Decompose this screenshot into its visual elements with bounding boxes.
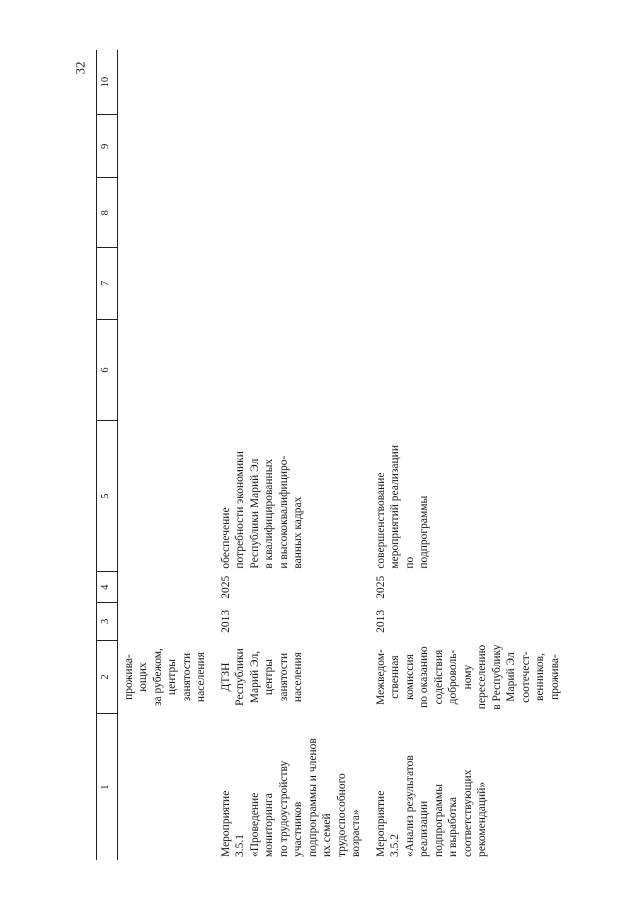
expected-result-cell: совершенствование мероприятий реализации по подпрограммы bbox=[374, 445, 430, 569]
cell-9 bbox=[215, 115, 370, 178]
start-year-cell: 2013 bbox=[374, 609, 387, 633]
measure-name-cell: Мероприятие 3.5.2 «Анализ результатов реализации подпрограммы и выработка соответствующих рекомендаций» bbox=[370, 714, 569, 860]
column-header-5: 5 bbox=[97, 421, 118, 572]
cell-9 bbox=[117, 115, 215, 178]
cell-8 bbox=[370, 178, 569, 248]
table-row bbox=[215, 50, 370, 860]
column-header-9: 9 bbox=[97, 115, 118, 178]
program-measures-table bbox=[96, 50, 568, 860]
measure-code: 3.5.1 bbox=[234, 834, 246, 857]
column-header-3: 3 bbox=[97, 603, 118, 640]
table-row bbox=[117, 50, 215, 860]
column-header-10: 10 bbox=[97, 50, 118, 115]
cell-8 bbox=[117, 178, 215, 248]
start-year-cell: 2013 bbox=[219, 609, 232, 633]
cell-10 bbox=[370, 50, 569, 115]
measure-name-cell bbox=[117, 714, 215, 860]
expected-result-cell bbox=[117, 421, 215, 572]
cell-8 bbox=[215, 178, 370, 248]
cell-6 bbox=[215, 319, 370, 421]
executor-cell: Межведом- ственная комиссия по оказанию содействия доброволь- ному переселению в Республику Марий Эл соотечест- венников, прожива- bbox=[374, 644, 561, 710]
executor-cell: ДТЗН Республики Марий Эл, центры занятости населения bbox=[219, 648, 304, 706]
start-year-cell bbox=[117, 603, 215, 640]
column-header-1: 1 bbox=[97, 714, 118, 860]
end-year-cell bbox=[117, 572, 215, 603]
cell-7 bbox=[117, 247, 215, 319]
expected-result-cell: обеспечение потребности экономики Республики Марий Эл в квалифицированных и высококвалифициро- ванных кадрах bbox=[219, 451, 304, 569]
column-header-7: 7 bbox=[97, 247, 118, 319]
end-year-cell: 2025 bbox=[374, 575, 387, 599]
cell-7 bbox=[215, 247, 370, 319]
column-header-6: 6 bbox=[97, 319, 118, 421]
measure-code: 3.5.2 bbox=[389, 834, 401, 857]
executor-cell: прожива- ющих за рубежом, центры занятости населения bbox=[122, 648, 207, 706]
column-header-4: 4 bbox=[97, 572, 118, 603]
cell-10 bbox=[215, 50, 370, 115]
cell-9 bbox=[370, 115, 569, 178]
column-header-2: 2 bbox=[97, 640, 118, 714]
cell-10 bbox=[117, 50, 215, 115]
cell-6 bbox=[117, 319, 215, 421]
table-row bbox=[370, 50, 569, 860]
end-year-cell: 2025 bbox=[219, 575, 232, 599]
column-header-8: 8 bbox=[97, 178, 118, 248]
rotated-table-container bbox=[96, 50, 561, 860]
column-number-row bbox=[97, 50, 118, 860]
cell-7 bbox=[370, 247, 569, 319]
page-number: 32 bbox=[72, 61, 88, 75]
measure-name-cell: Мероприятие 3.5.1 «Проведение мониторинга по трудоустройству участников подпрограммы и членов их семей трудоспособного возраста» bbox=[215, 714, 370, 860]
cell-6 bbox=[370, 319, 569, 421]
